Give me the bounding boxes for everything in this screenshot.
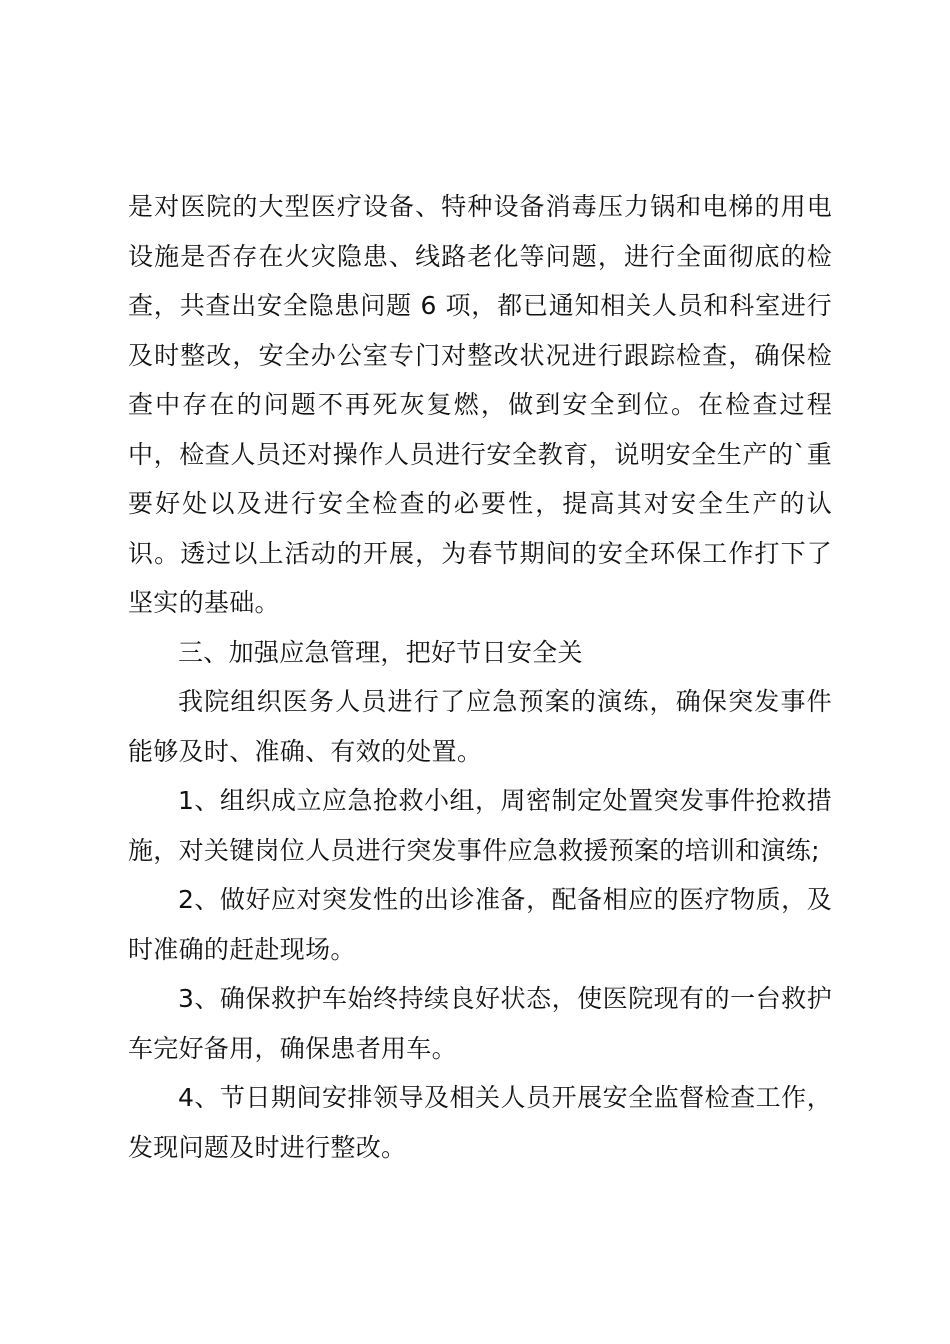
list-item-ambulance-readiness: 3、确保救护车始终持续良好状态，使医院现有的一台救护车完好备用，确保患者用车。 (128, 984, 832, 1063)
document-body (128, 182, 832, 1172)
section-heading-emergency-management: 三、加强应急管理，把好节日安全关 (178, 637, 583, 667)
list-item-holiday-supervision: 4、节日期间安排领导及相关人员开展安全监督检查工作，发现问题及时进行整改。 (128, 1083, 832, 1162)
list-item-rescue-team: 1、组织成立应急抢救小组，周密制定处置突发事件抢救措施，对关键岗位人员进行突发事件应急救援预案的培训和演练; (128, 786, 832, 865)
paragraph-safety-inspection: 是对医院的大型医疗设备、特种设备消毒压力锅和电梯的用电设施是否存在火灾隐患、线路老化等问题，进行全面彻底的检查，共查出安全隐患问题 6 项，都已通知相关人员和科室进行及时整改，安全办公室专门对整改状况进行跟踪检查，确保检查中存在的问题不再死灰复燃，做到安全到位。在检查过程中，检查人员还对操作人员进行安全教育，说明安全生产的`重要好处以及进行安全检查的必要性，提高其对安全生产的认识。透过以上活动的开展，为春节期间的安全环保工作打下了坚实的基础。 (128, 192, 832, 617)
list-item-outcall-preparation: 2、做好应对突发性的出诊准备，配备相应的医疗物质，及时准确的赶赴现场。 (128, 885, 832, 964)
paragraph-emergency-drill: 我院组织医务人员进行了应急预案的演练，确保突发事件能够及时、准确、有效的处置。 (128, 687, 832, 766)
